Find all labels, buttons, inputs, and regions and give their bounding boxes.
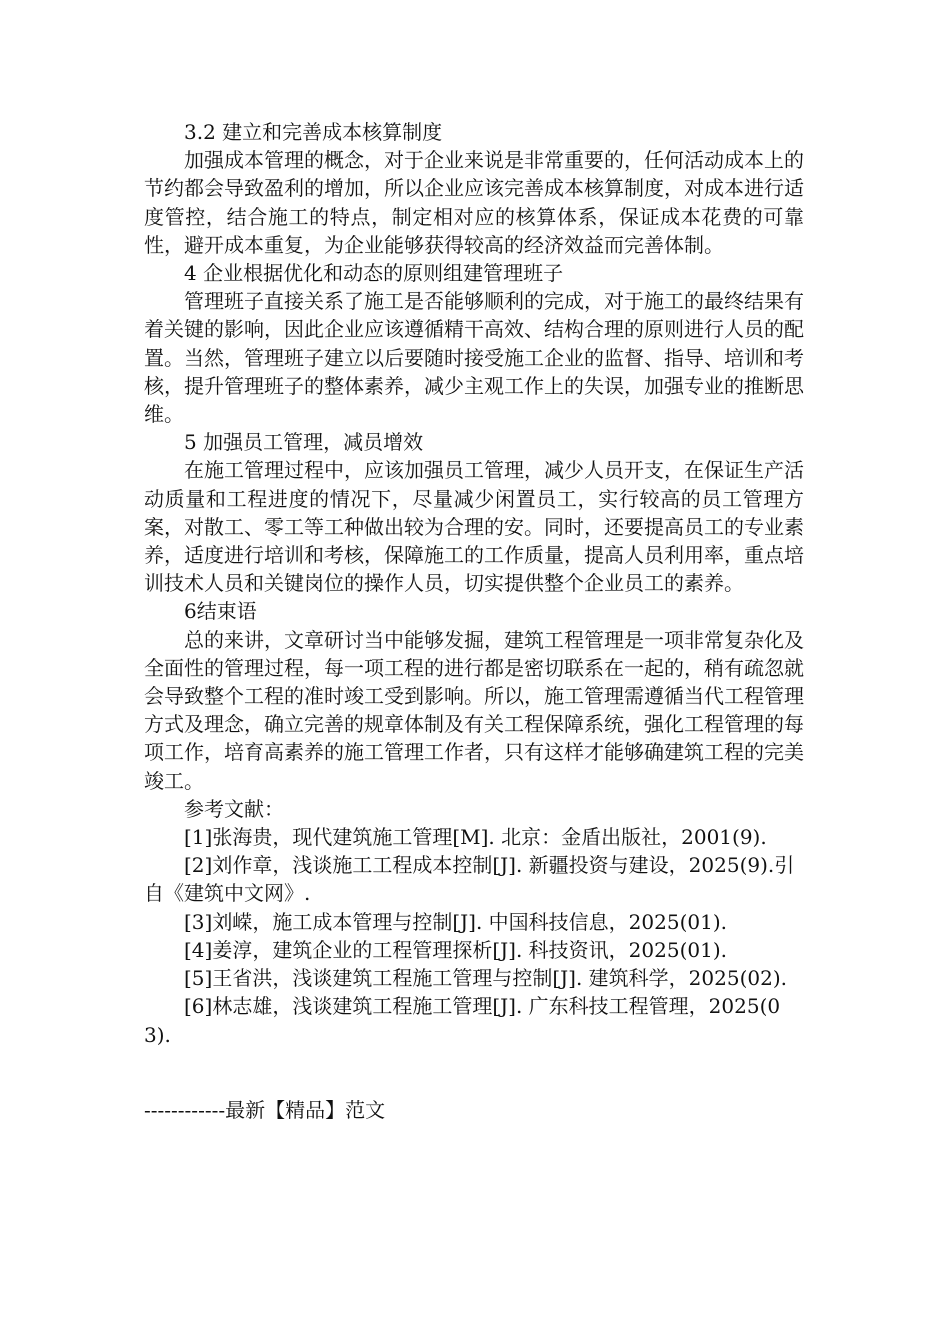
section-paragraph-3-2: 加强成本管理的概念，对于企业来说是非常重要的，任何活动成本上的节约都会导致盈利的增加，所以企业应该完善成本核算制度，对成本进行适度管控，结合施工的特点，制定相对应的核算体系，保证成本花费的可靠性，避开成本重复，为企业能够获得较高的经济效益而完善体制。 (144, 148, 804, 257)
section-paragraph-6: 总的来讲，文章研讨当中能够发掘，建筑工程管理是一项非常复杂化及全面性的管理过程，每一项工程的进行都是密切联系在一起的，稍有疏忽就会导致整个工程的准时竣工受到影响。所以，施工管理需遵循当代工程管理方式及理念，确立完善的规章体制及有关工程保障系统，强化工程管理的每项工作，培育高素养的施工管理工作者，只有这样才能够确建筑工程的完美竣工。 (144, 627, 804, 793)
reference-item-1: [1]张海贵，现代建筑施工管理[M]. 北京：金盾出版社，2001(9). (184, 825, 767, 850)
section-paragraph-4: 管理班子直接关系了施工是否能够顺利的完成，对于施工的最终结果有着关键的影响，因此企业应该遵循精干高效、结构合理的原则进行人员的配置。当然，管理班子建立以后要随时接受施工企业的监督、指导、培训和考核，提升管理班子的整体素养，减少主观工作上的失误，加强专业的推断思维。 (144, 289, 804, 427)
footer-text: ------------最新【精品】范文 (144, 1098, 386, 1122)
reference-item-5: [5]王省洪，浅谈建筑工程施工管理与控制[J]. 建筑科学，2025(02). (184, 966, 787, 991)
reference-item-4: [4]姜淳，建筑企业的工程管理探析[J]. 科技资讯，2025(01). (184, 937, 727, 962)
document-body (144, 118, 804, 1049)
section-paragraph-5: 在施工管理过程中，应该加强员工管理，减少人员开支，在保证生产活动质量和工程进度的情况下，尽量减少闲置员工，实行较高的员工管理方案，对散工、零工等工种做出较为合理的安。同时，还要提高员工的专业素养，适度进行培训和考核，保障施工的工作质量，提高人员利用率，重点培训技术人员和关键岗位的操作人员，切实提供整个企业员工的素养。 (144, 458, 804, 596)
reference-item-3: [3]刘嵘，施工成本管理与控制[J]. 中国科技信息，2025(01). (184, 909, 727, 934)
reference-item-2: [2]刘作章，浅谈施工工程成本控制[J]. 新疆投资与建设，2025(9).引自《建筑中文网》. (144, 853, 795, 906)
references-heading: 参考文献： (184, 796, 284, 821)
section-heading-5: 5 加强员工管理，减员增效 (184, 430, 424, 455)
section-heading-3-2: 3.2 建立和完善成本核算制度 (184, 120, 443, 144)
section-heading-6: 6结束语 (184, 599, 257, 624)
section-heading-4: 4 企业根据优化和动态的原则组建管理班子 (184, 261, 564, 286)
reference-item-6: [6]林志雄，浅谈建筑工程施工管理[J]. 广东科技工程管理，2025(03). (144, 994, 781, 1047)
